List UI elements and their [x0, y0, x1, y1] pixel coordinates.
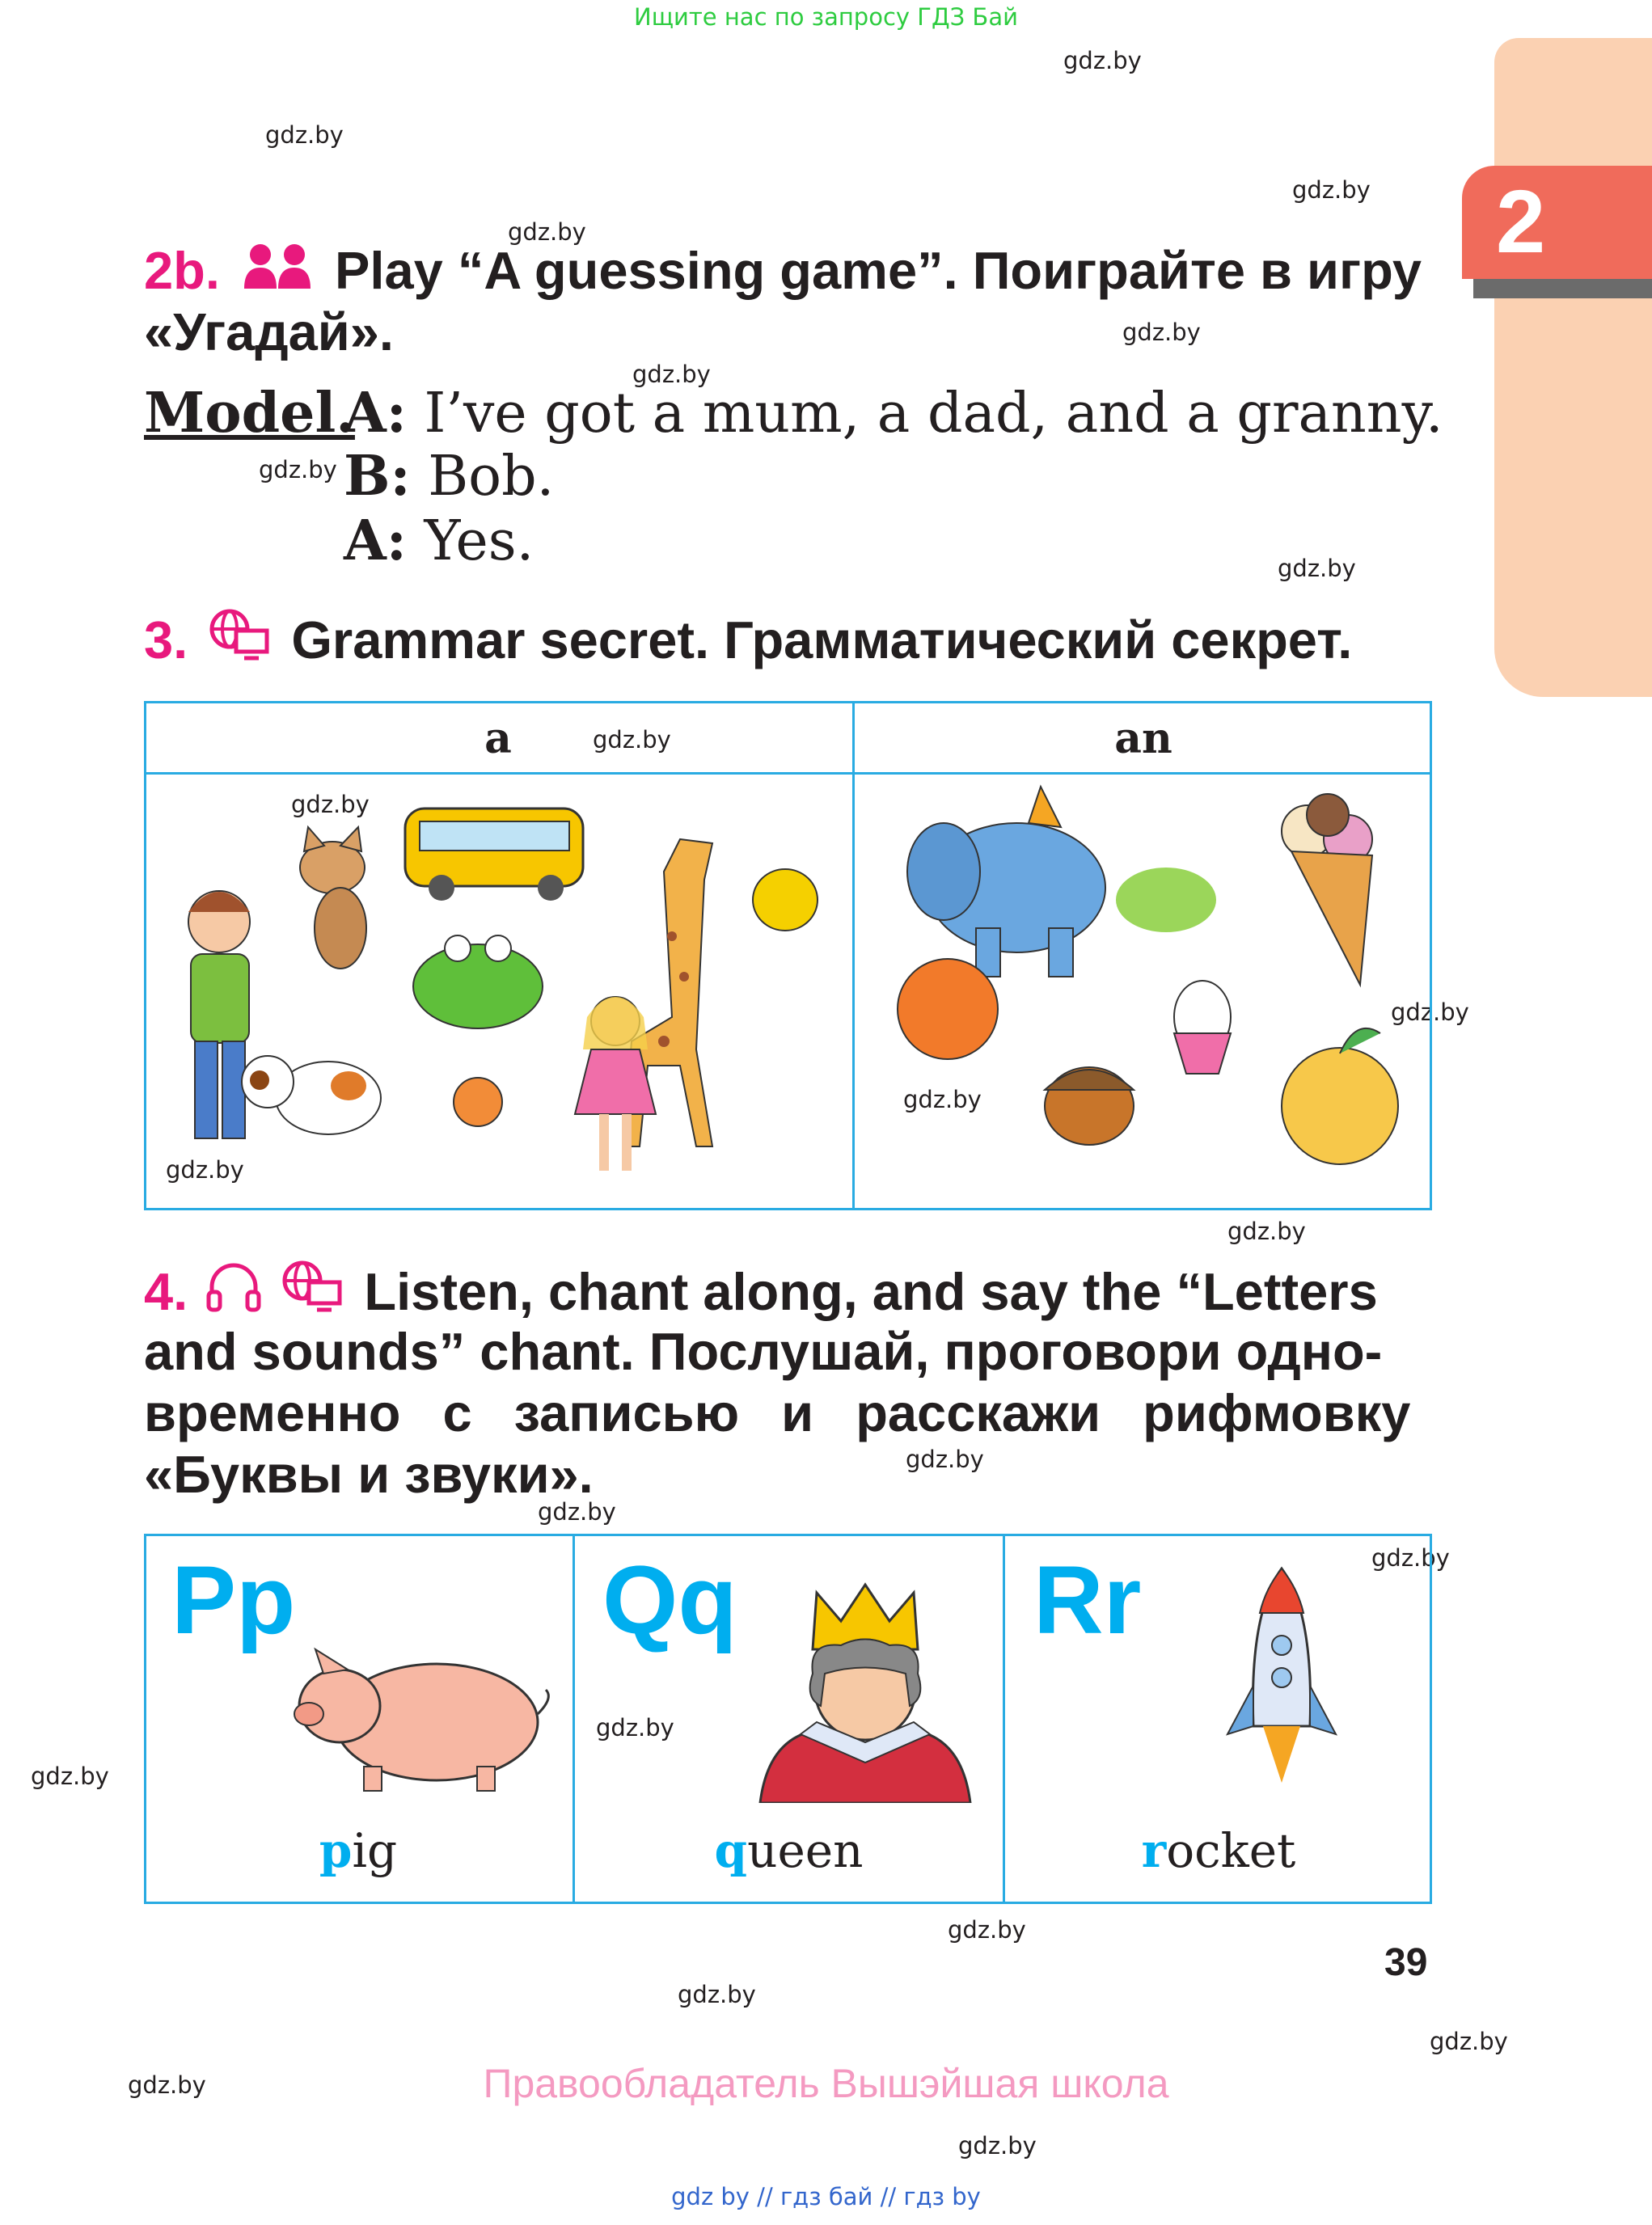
task-number: 2b. [144, 241, 220, 300]
headphones-icon [205, 1261, 262, 1313]
watermark: gdz.by [538, 1498, 616, 1526]
watermark: gdz.by [593, 726, 671, 754]
boy-illustration [188, 891, 250, 1138]
watermark: gdz.by [1122, 319, 1201, 346]
watermark: gdz.by [259, 456, 337, 483]
pair-work-icon [243, 242, 312, 292]
model-line-a1: A: I’ve got a mum, a dad, and a granny. [344, 381, 1443, 445]
watermark: gdz.by [906, 1446, 984, 1473]
model-line-b: B: Bob. [344, 444, 555, 509]
onion-illustration [454, 1078, 502, 1126]
watermark: gdz.by [1227, 1218, 1306, 1245]
chapter-tab-shadow [1473, 279, 1652, 298]
word-rocket: rocket [1141, 1823, 1296, 1878]
rocket-illustration [1221, 1564, 1342, 1799]
watermark: gdz.by [1391, 999, 1469, 1026]
bus-illustration [405, 809, 583, 901]
letter-rr: Rr [1033, 1546, 1142, 1654]
watermark: gdz.by [678, 1981, 756, 2008]
watermark: gdz.by [1371, 1544, 1450, 1572]
column-header-an: an [1114, 714, 1172, 763]
watermark: gdz.by [958, 2132, 1037, 2160]
task-2b-text-line2: «Угадай». [144, 302, 394, 361]
watermark: gdz.by [291, 791, 370, 818]
task-4-line4: «Буквы и звуки». [144, 1445, 594, 1504]
watermark: gdz.by [903, 1086, 982, 1113]
task-number: 4. [144, 1262, 188, 1321]
letter-pp: Pp [171, 1546, 296, 1654]
watermark: gdz.by [128, 2071, 206, 2099]
orange-illustration [898, 959, 998, 1059]
word-pig: pig [319, 1823, 398, 1878]
task-4-line1: Listen, chant along, and say the “Letters [364, 1262, 1378, 1321]
top-banner: Ищите нас по запросу ГДЗ Бай [634, 3, 1018, 31]
ice-cream-illustration [1282, 794, 1372, 985]
cat-illustration [300, 827, 366, 969]
task-3-text: Grammar secret. Грамматический секрет. [291, 610, 1353, 669]
letter-qq: Qq [602, 1546, 737, 1654]
pig-illustration [291, 1633, 558, 1795]
bottom-banner: gdz by // гдз бай // гдз by [671, 2183, 981, 2210]
task-number: 3. [144, 610, 188, 669]
watermark: gdz.by [596, 1714, 674, 1742]
task-2b [144, 240, 1438, 363]
watermark: gdz.by [1278, 555, 1356, 582]
frog-illustration [413, 935, 543, 1028]
watermark: gdz.by [948, 1916, 1026, 1944]
apple-illustration [1282, 1028, 1398, 1164]
task-3 [144, 608, 1352, 671]
a-column-illustrations [146, 775, 852, 1208]
multimedia-icon [209, 608, 270, 661]
chapter-number: 2 [1462, 166, 1652, 279]
watermark: gdz.by [508, 218, 586, 246]
copyright-footer: Правообладатель Вышэйшая школа [483, 2061, 1169, 2106]
side-tab [1494, 38, 1652, 697]
task-2b-text-line1: Play “A guessing game”. Поиграйте в игру [335, 241, 1422, 300]
column-header-a: a [484, 714, 512, 763]
an-column-illustrations [855, 775, 1430, 1208]
model-label: Model. [144, 381, 355, 445]
elephant-illustration [907, 787, 1105, 977]
watermark: gdz.by [1063, 47, 1142, 74]
model-line-a2: A: Yes. [344, 509, 534, 573]
task-4-line2: and sounds” chant. Послушай, проговори одно- [144, 1322, 1383, 1381]
egg-illustration [1174, 981, 1231, 1074]
girl-illustration [575, 997, 656, 1171]
lemon-illustration [753, 869, 818, 931]
multimedia-icon [281, 1260, 343, 1313]
word-queen: queen [714, 1823, 864, 1878]
page-number: 39 [1384, 1941, 1428, 1984]
queen-illustration [752, 1577, 978, 1803]
watermark: gdz.by [1430, 2028, 1508, 2055]
watermark: gdz.by [265, 121, 344, 149]
watermark: gdz.by [632, 361, 711, 388]
watermark: gdz.by [31, 1763, 109, 1790]
watermark: gdz.by [1292, 176, 1371, 204]
acorn-illustration [1045, 1067, 1134, 1145]
oval-illustration [1116, 868, 1216, 932]
task-4-line3: временно с записью и расскажи рифмовку [144, 1383, 1411, 1442]
task-4 [144, 1260, 1430, 1323]
watermark: gdz.by [166, 1156, 244, 1184]
dog-illustration [242, 1056, 381, 1134]
